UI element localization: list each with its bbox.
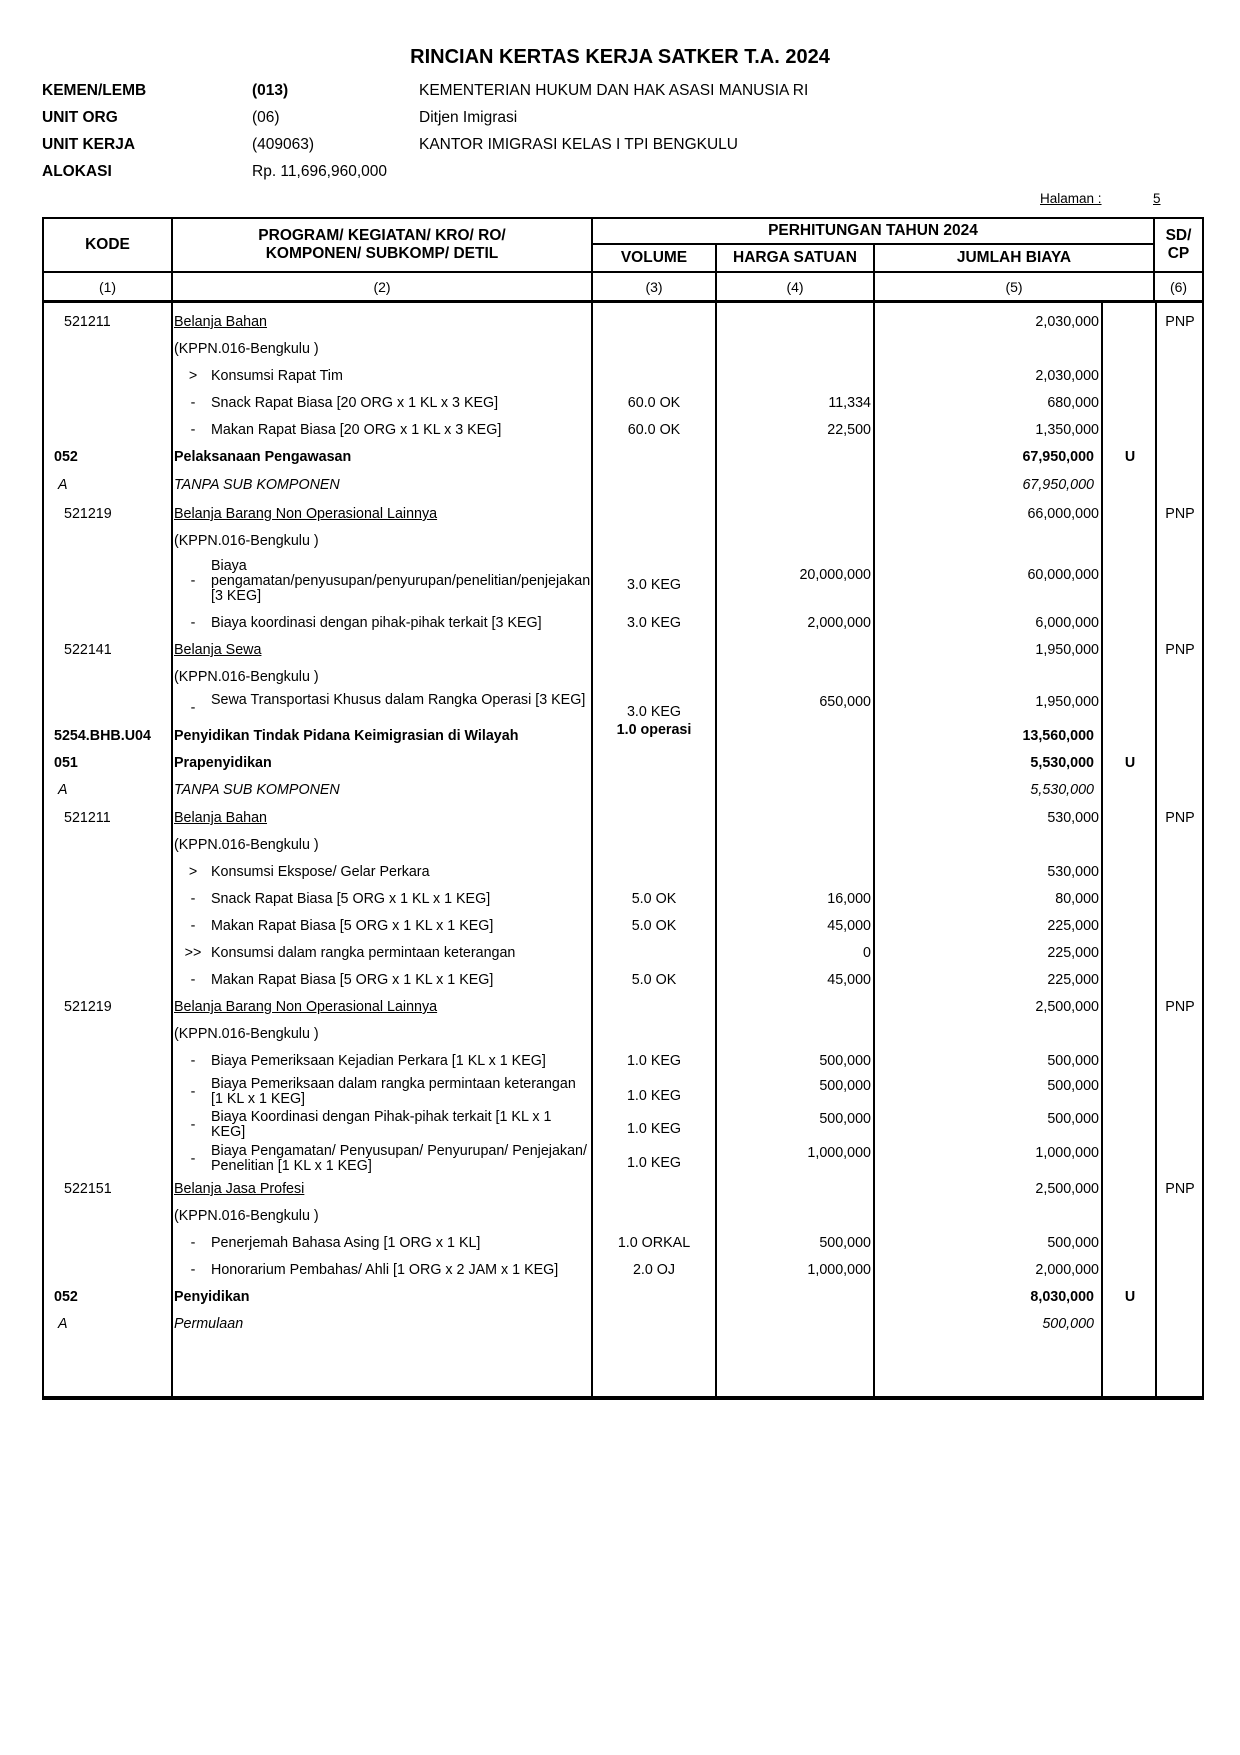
row-description: Prapenyidikan	[174, 755, 272, 771]
row-description: Belanja Bahan	[174, 314, 268, 330]
row-bullet: -	[190, 573, 196, 589]
row-bullet: -	[190, 1083, 196, 1100]
row-kode: A	[58, 782, 68, 798]
meta-desc: KANTOR IMIGRASI KELAS I TPI BENGKULU	[419, 136, 738, 153]
row-bullet: -	[190, 1116, 196, 1133]
budget-table	[42, 217, 1204, 1400]
row-volume: 1.0 KEG	[626, 1154, 682, 1171]
row-description: (KPPN.016-Bengkulu )	[174, 1208, 319, 1224]
row-description: (KPPN.016-Bengkulu )	[174, 669, 319, 685]
row-bullet: -	[190, 891, 196, 907]
row-jumlah-biaya: 530,000	[1047, 810, 1099, 826]
header-kode: KODE	[85, 236, 130, 253]
divider	[1155, 303, 1157, 1396]
row-jumlah-biaya: 1,950,000	[1035, 642, 1099, 658]
row-volume: 3.0 KEG	[626, 615, 682, 631]
row-sdcp: PNP	[1165, 1181, 1195, 1197]
colnum-2: (2)	[373, 278, 391, 295]
row-jumlah-biaya: 80,000	[1055, 891, 1099, 907]
row-bullet: -	[190, 1053, 196, 1069]
row-jumlah-biaya: 2,500,000	[1035, 999, 1099, 1015]
row-harga-satuan: 650,000	[819, 693, 871, 710]
row-jumlah-biaya: 67,950,000	[1022, 477, 1094, 493]
colnum-4: (4)	[786, 278, 804, 295]
row-harga-satuan: 500,000	[819, 1053, 871, 1069]
row-kode: 522141	[64, 642, 112, 658]
row-kode: 052	[54, 1289, 78, 1305]
row-harga-satuan: 500,000	[819, 1235, 871, 1251]
row-kode: 522151	[64, 1181, 112, 1197]
row-volume: 3.0 KEG	[626, 577, 682, 593]
row-jumlah-biaya: 13,560,000	[1022, 728, 1094, 744]
meta-label: UNIT ORG	[42, 109, 118, 126]
row-jumlah-biaya: 500,000	[1042, 1316, 1094, 1332]
row-description: Biaya Pengamatan/ Penyusupan/ Penyurupan/ Penjejakan/ Penelitian [1 KL x 1 KEG]	[211, 1143, 587, 1174]
row-description: Biaya Pemeriksaan Kejadian Perkara [1 KL x 1 KEG]	[211, 1053, 546, 1069]
row-jumlah-biaya: 500,000	[1047, 1077, 1099, 1094]
row-kode: 052	[54, 449, 78, 465]
row-jumlah-biaya: 500,000	[1047, 1110, 1099, 1127]
row-jumlah-biaya: 6,000,000	[1035, 615, 1099, 631]
row-description: Makan Rapat Biasa [5 ORG x 1 KL x 1 KEG]	[211, 972, 494, 988]
row-bullet: >	[188, 368, 198, 384]
row-sdcp: PNP	[1165, 506, 1195, 522]
row-volume: 5.0 OK	[631, 891, 677, 907]
divider	[591, 303, 593, 1396]
row-description: Biaya koordinasi dengan pihak-pihak terkait [3 KEG]	[211, 615, 542, 631]
header-volume: VOLUME	[620, 249, 688, 266]
row-jumlah-biaya: 2,030,000	[1035, 314, 1099, 330]
row-volume: 60.0 OK	[627, 395, 681, 411]
row-description: Sewa Transportasi Khusus dalam Rangka Operasi [3 KEG]	[211, 692, 586, 708]
row-description: TANPA SUB KOMPONEN	[174, 782, 340, 798]
divider	[591, 243, 1153, 245]
row-kode: 521219	[64, 999, 112, 1015]
row-harga-satuan: 2,000,000	[807, 615, 871, 631]
row-bullet: >>	[184, 945, 202, 961]
row-kode: 5254.BHB.U04	[54, 728, 151, 744]
row-description: (KPPN.016-Bengkulu )	[174, 1026, 319, 1042]
row-description: Belanja Sewa	[174, 642, 262, 658]
row-description: Pelaksanaan Pengawasan	[174, 449, 352, 465]
row-volume: 1.0 ORKAL	[617, 1235, 691, 1251]
row-description: Belanja Jasa Profesi	[174, 1181, 305, 1197]
colnum-6: (6)	[1169, 278, 1188, 295]
header-perhitungan: PERHITUNGAN TAHUN 2024	[768, 222, 978, 239]
row-bullet: -	[190, 1262, 196, 1278]
row-jumlah-biaya: 680,000	[1047, 395, 1099, 411]
divider	[873, 303, 875, 1396]
row-kode: A	[58, 477, 68, 493]
meta-code: Rp. 11,696,960,000	[252, 163, 388, 180]
row-volume: 60.0 OK	[627, 422, 681, 438]
header-sdcp: SD/ CP	[1165, 227, 1192, 262]
row-sdcp: PNP	[1165, 642, 1195, 658]
colnum-3: (3)	[645, 278, 663, 295]
row-description: (KPPN.016-Bengkulu )	[174, 533, 319, 549]
row-bullet: -	[190, 972, 196, 988]
row-jumlah-biaya: 60,000,000	[1027, 567, 1099, 583]
row-volume: 5.0 OK	[631, 918, 677, 934]
page-indicator	[1040, 191, 1161, 206]
meta-label: ALOKASI	[42, 163, 112, 180]
meta-code: (013)	[252, 82, 289, 99]
row-description: Belanja Barang Non Operasional Lainnya	[174, 506, 438, 522]
row-jumlah-biaya: 66,000,000	[1027, 506, 1099, 522]
row-jumlah-biaya: 2,000,000	[1035, 1262, 1099, 1278]
row-jumlah-biaya: 2,030,000	[1035, 368, 1099, 384]
row-jumlah-biaya: 67,950,000	[1022, 449, 1094, 465]
row-kode: 051	[54, 755, 78, 771]
row-volume: 5.0 OK	[631, 972, 677, 988]
row-description: Konsumsi dalam rangka permintaan keterangan	[211, 945, 516, 961]
header-harga: HARGA SATUAN	[733, 249, 857, 266]
row-bullet: >	[188, 864, 198, 880]
row-harga-satuan: 45,000	[827, 918, 871, 934]
row-jumlah-biaya: 1,000,000	[1035, 1144, 1099, 1161]
divider	[1101, 303, 1103, 1396]
meta-desc: Ditjen Imigrasi	[419, 109, 518, 126]
meta-label: UNIT KERJA	[42, 136, 136, 153]
row-jumlah-biaya: 225,000	[1047, 945, 1099, 961]
row-jumlah-biaya: 2,500,000	[1035, 1181, 1099, 1197]
row-jumlah-biaya: 5,530,000	[1030, 755, 1094, 771]
row-description: Penyidikan Tindak Pidana Keimigrasian di Wilayah	[174, 728, 519, 744]
row-jumlah-biaya: 225,000	[1047, 972, 1099, 988]
row-description: Snack Rapat Biasa [20 ORG x 1 KL x 3 KEG]	[211, 395, 499, 411]
page-number: 5	[1153, 191, 1161, 206]
row-flag: U	[1124, 1289, 1136, 1305]
document-title: RINCIAN KERTAS KERJA SATKER T.A. 2024	[410, 46, 830, 68]
row-description: Konsumsi Rapat Tim	[211, 368, 343, 384]
row-harga-satuan: 16,000	[827, 891, 871, 907]
header-program: PROGRAM/ KEGIATAN/ KRO/ RO/ KOMPONEN/ SUBKOMP/ DETIL	[258, 227, 506, 262]
table-body	[42, 300, 1204, 1400]
row-jumlah-biaya: 1,950,000	[1035, 693, 1099, 710]
row-bullet: -	[190, 699, 196, 716]
row-volume: 1.0 KEG	[626, 1053, 682, 1069]
row-description: Permulaan	[174, 1316, 244, 1332]
row-volume: 3.0 KEG	[626, 703, 682, 720]
page-label: Halaman :	[1040, 191, 1102, 206]
row-harga-satuan: 20,000,000	[799, 567, 871, 583]
divider	[171, 303, 173, 1396]
row-description: (KPPN.016-Bengkulu )	[174, 341, 319, 357]
row-description: Belanja Barang Non Operasional Lainnya	[174, 999, 438, 1015]
row-harga-satuan: 1,000,000	[807, 1144, 871, 1161]
row-jumlah-biaya: 530,000	[1047, 864, 1099, 880]
row-description: Makan Rapat Biasa [20 ORG x 1 KL x 3 KEG]	[211, 422, 502, 438]
row-flag: U	[1124, 449, 1136, 465]
row-description: Biaya pengamatan/penyusupan/penyurupan/penelitian/penjejakan [3 KEG]	[211, 558, 591, 604]
row-volume: 2.0 OJ	[632, 1262, 676, 1278]
row-harga-satuan: 500,000	[819, 1077, 871, 1094]
row-kode: 521219	[64, 506, 112, 522]
row-bullet: -	[190, 918, 196, 934]
row-description: Honorarium Pembahas/ Ahli [1 ORG x 2 JAM x 1 KEG]	[211, 1262, 559, 1278]
row-sdcp: PNP	[1165, 314, 1195, 330]
row-sdcp: PNP	[1165, 810, 1195, 826]
meta-code: (409063)	[252, 136, 315, 153]
row-bullet: -	[190, 395, 196, 411]
row-description: Biaya Koordinasi dengan Pihak-pihak terkait [1 KL x 1 KEG]	[211, 1109, 552, 1140]
row-kode: 521211	[64, 810, 111, 826]
row-description: Makan Rapat Biasa [5 ORG x 1 KL x 1 KEG]	[211, 918, 494, 934]
row-jumlah-biaya: 5,530,000	[1030, 782, 1094, 798]
divider	[715, 303, 717, 1396]
row-jumlah-biaya: 1,350,000	[1035, 422, 1099, 438]
row-harga-satuan: 500,000	[819, 1110, 871, 1127]
row-harga-satuan: 11,334	[828, 395, 871, 411]
row-bullet: -	[190, 422, 196, 438]
colnum-1: (1)	[98, 278, 117, 295]
row-description: Belanja Bahan	[174, 810, 268, 826]
table-header	[42, 217, 1204, 300]
row-kode: 521211	[64, 314, 111, 330]
row-flag: U	[1124, 755, 1136, 771]
meta-code: (06)	[252, 109, 280, 126]
row-jumlah-biaya: 225,000	[1047, 918, 1099, 934]
row-description: TANPA SUB KOMPONEN	[174, 477, 340, 493]
row-description: Penerjemah Bahasa Asing [1 ORG x 1 KL]	[211, 1235, 481, 1251]
header-jumlah: JUMLAH BIAYA	[956, 249, 1072, 266]
row-description: Konsumsi Ekspose/ Gelar Perkara	[211, 864, 430, 880]
row-volume: 1.0 KEG	[626, 1120, 682, 1137]
row-harga-satuan: 45,000	[827, 972, 871, 988]
row-description: (KPPN.016-Bengkulu )	[174, 837, 319, 853]
row-bullet: -	[190, 1150, 196, 1167]
row-jumlah-biaya: 8,030,000	[1030, 1289, 1094, 1305]
row-jumlah-biaya: 500,000	[1047, 1235, 1099, 1251]
row-bullet: -	[190, 615, 196, 631]
row-harga-satuan: 0	[863, 945, 871, 961]
row-kode: A	[58, 1316, 68, 1332]
row-description: Biaya Pemeriksaan dalam rangka permintaan keterangan [1 KL x 1 KEG]	[211, 1076, 576, 1107]
row-volume: 1.0 operasi	[616, 722, 692, 738]
row-jumlah-biaya: 500,000	[1047, 1053, 1099, 1069]
row-description: Penyidikan	[174, 1289, 250, 1305]
row-harga-satuan: 22,500	[827, 422, 871, 438]
row-description: Snack Rapat Biasa [5 ORG x 1 KL x 1 KEG]	[211, 891, 491, 907]
row-sdcp: PNP	[1165, 999, 1195, 1015]
meta-label: KEMEN/LEMB	[42, 82, 147, 99]
row-volume: 1.0 KEG	[626, 1087, 682, 1104]
row-bullet: -	[190, 1235, 196, 1251]
meta-desc: KEMENTERIAN HUKUM DAN HAK ASASI MANUSIA RI	[419, 82, 809, 99]
row-harga-satuan: 1,000,000	[807, 1262, 871, 1278]
colnum-5: (5)	[1005, 278, 1023, 295]
